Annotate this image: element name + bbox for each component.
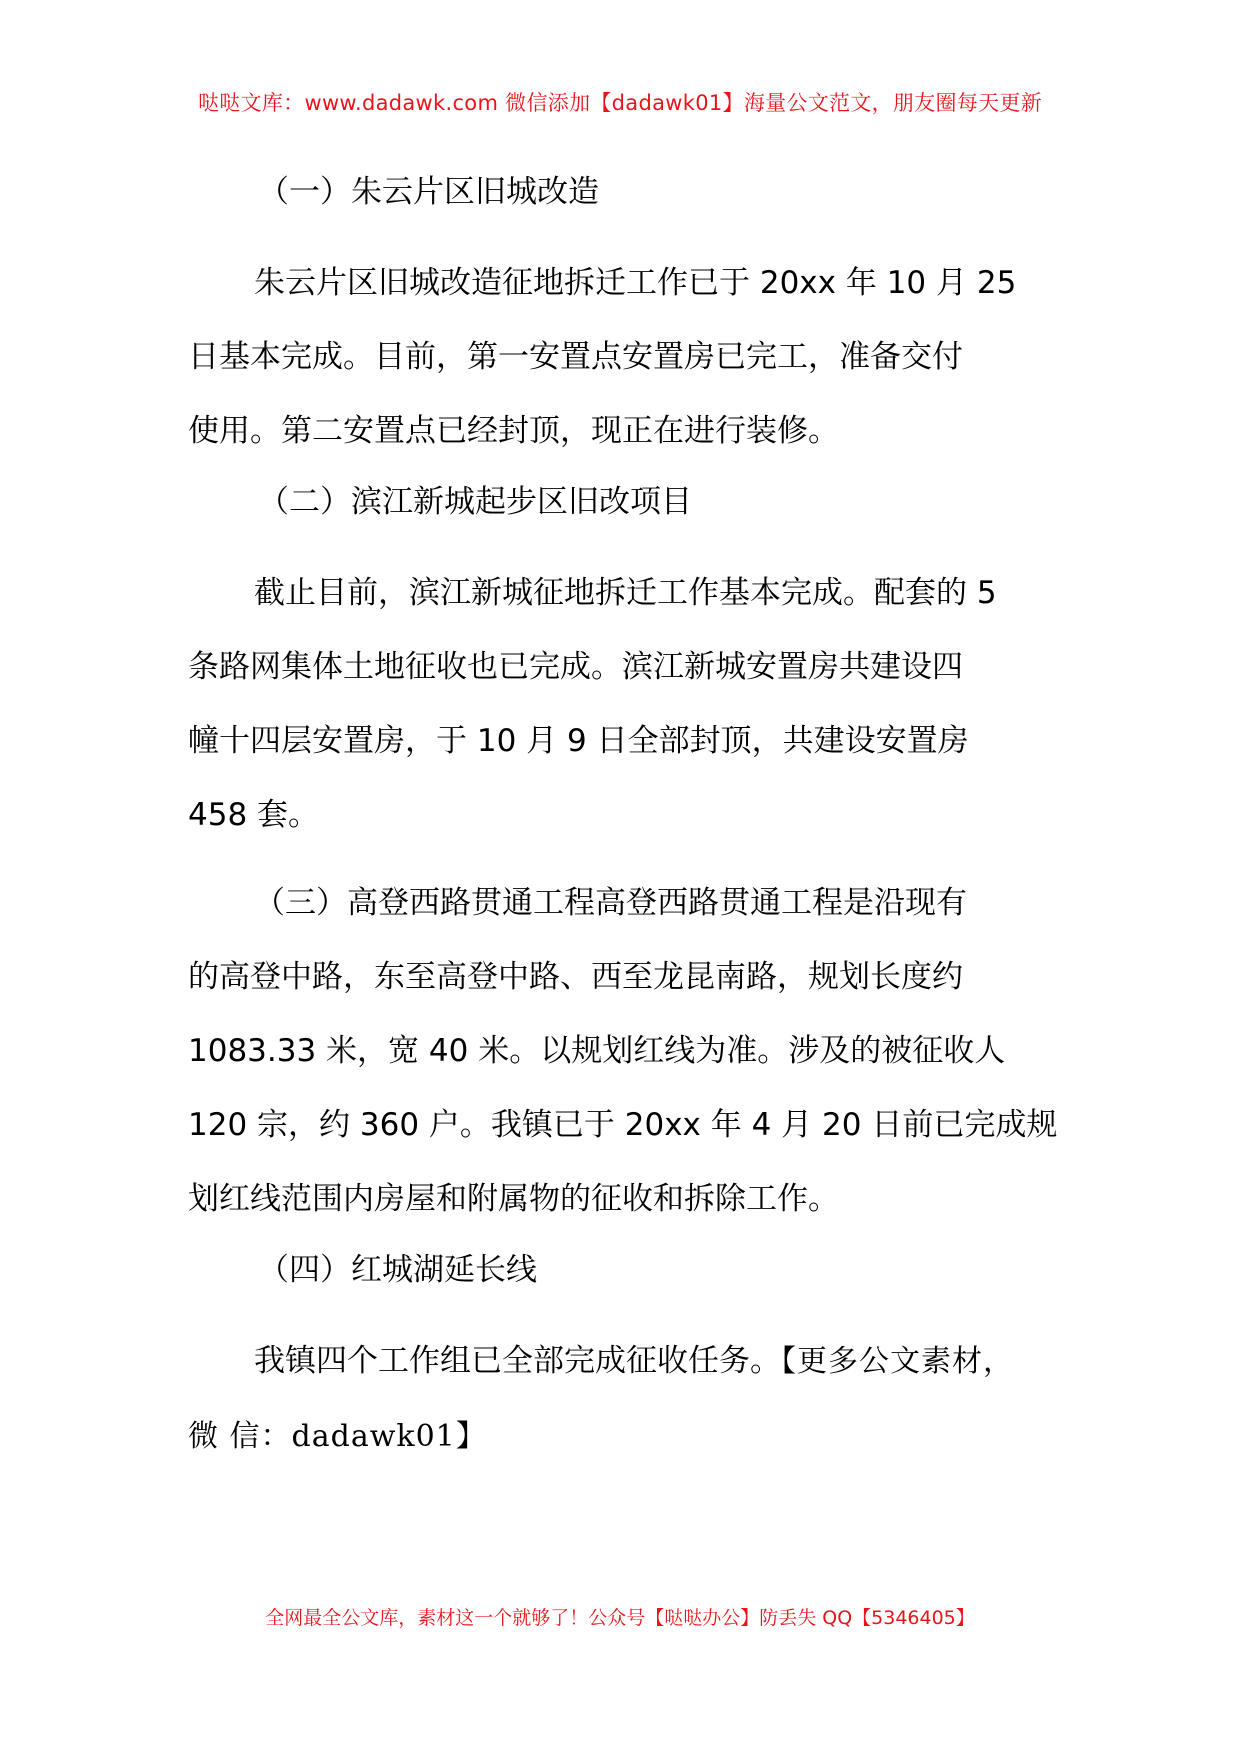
paragraph-line: 条路网集体土地征收也已完成。滨江新城安置房共建设四	[188, 649, 963, 685]
section-heading-4: （四）红城湖延长线	[258, 1252, 537, 1288]
paragraph-line	[188, 1399, 1048, 1474]
paragraph-line: 458 套。	[188, 797, 320, 833]
paragraph-line: 划红线范围内房屋和附属物的征收和拆除工作。	[188, 1181, 839, 1217]
document-body	[188, 160, 1058, 1488]
paragraph-line	[188, 1324, 1048, 1399]
paragraph-line: （三）高登西路贯通工程高登西路贯通工程是沿现有	[254, 885, 967, 921]
closing-note-part2: 微 信：dadawk01】	[188, 1419, 487, 1454]
footer-watermark-banner: 全网最全公文库，素材这一个就够了！公众号【哒哒办公】防丢失 QQ【5346405】	[265, 1607, 975, 1629]
closing-note-part1: 【更多公文素材，	[781, 1344, 1014, 1379]
section-paragraph-2	[188, 556, 1048, 852]
paragraph-line: 截止目前，滨江新城征地拆迁工作基本完成。配套的 5	[254, 575, 997, 611]
section-heading-2: （二）滨江新城起步区旧改项目	[258, 484, 692, 520]
paragraph-line: 1083.33 米，宽 40 米。以规划红线为准。涉及的被征收人	[188, 1033, 1006, 1069]
paragraph-line: 的高登中路，东至高登中路、西至龙昆南路，规划长度约	[188, 959, 963, 995]
paragraph-line: 使用。第二安置点已经封顶，现正在进行装修。	[188, 413, 839, 449]
paragraph-line: 120 宗，约 360 户。我镇已于 20xx 年 4 月 20 日前已完成规	[188, 1107, 1058, 1143]
section-paragraph-4	[188, 1324, 1048, 1474]
paragraph-line: 朱云片区旧城改造征地拆迁工作已于 20xx 年 10 月 25	[254, 265, 1017, 301]
paragraph-line: 日基本完成。目前，第一安置点安置房已完工，准备交付	[188, 339, 963, 375]
section-paragraph-1	[188, 246, 1048, 468]
paragraph-line: 幢十四层安置房，于 10 月 9 日全部封顶，共建设安置房	[188, 723, 969, 759]
paragraph-text: 我镇四个工作组已全部完成征收任务。	[254, 1343, 781, 1379]
section-paragraph-3	[188, 866, 1058, 1236]
section-heading-1: （一）朱云片区旧城改造	[258, 174, 599, 210]
header-watermark-banner: 哒哒文库：www.dadawk.com 微信添加【dadawk01】海量公文范文，朋友圈每天更新	[197, 91, 1043, 115]
